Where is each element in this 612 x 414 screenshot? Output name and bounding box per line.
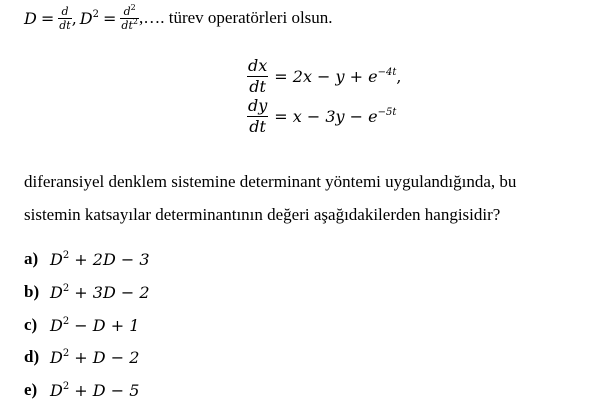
rhs-end: ,: [396, 66, 402, 86]
comma: ,: [71, 8, 77, 28]
fraction-denominator: dt: [249, 76, 266, 96]
option-expression: [50, 316, 139, 335]
expr-rest: − D + 1: [69, 315, 140, 335]
expr-base: D: [50, 249, 63, 269]
option-expression: [50, 250, 150, 269]
num-exponent: 2: [130, 2, 136, 12]
option-label: a): [24, 249, 39, 268]
den-base: dt: [121, 18, 133, 32]
fraction-numerator: dx: [248, 55, 268, 75]
num-base: d: [123, 4, 131, 18]
intro-tail-text: ,…. türev operatörleri olsun.: [138, 8, 333, 27]
option-expression: [50, 381, 139, 400]
d2-over-dt2-fraction: [120, 2, 139, 32]
d-over-dt-fraction: [58, 6, 71, 31]
question-line-1: diferansiyel denklem sistemine determinant yöntemi uygulandığında, bu: [24, 172, 517, 191]
expr-base: D: [50, 282, 63, 302]
d2-exponent: 2: [92, 8, 99, 20]
rhs-exponent: −5t: [377, 106, 397, 118]
expr-base: D: [50, 380, 63, 400]
fraction-numerator: d: [61, 4, 69, 18]
expr-exponent: 2: [62, 380, 70, 392]
equation-1: [247, 56, 401, 96]
option-expression: [50, 348, 139, 367]
option-c[interactable]: [24, 315, 139, 335]
den-exponent: 2: [132, 16, 138, 26]
expr-rest: + 2D − 3: [69, 249, 150, 269]
expr-rest: + D − 2: [69, 347, 140, 367]
fraction-denominator: dt: [59, 18, 71, 32]
dx-dt-fraction: [247, 55, 268, 96]
equals-sign: =: [40, 8, 55, 28]
expr-rest: + 3D − 2: [69, 282, 150, 302]
rhs-text: = 2x − y + e: [274, 66, 378, 86]
option-e[interactable]: [24, 380, 139, 400]
expr-exponent: 2: [62, 347, 70, 359]
d2-base: D: [79, 8, 93, 28]
rhs-exponent: −4t: [377, 66, 397, 78]
option-label: d): [24, 347, 40, 366]
rhs-text: = x − 3y − e: [274, 106, 378, 126]
operator-d-symbol: D: [24, 8, 37, 28]
option-expression: [50, 283, 150, 302]
fraction-numerator: dy: [248, 95, 268, 115]
expr-exponent: 2: [62, 282, 70, 294]
expr-rest: + D − 5: [69, 380, 140, 400]
equals-sign-2: =: [103, 8, 117, 28]
option-b[interactable]: [24, 282, 150, 302]
option-d[interactable]: [24, 347, 139, 367]
fraction-denominator: dt: [249, 116, 266, 136]
expr-base: D: [50, 315, 63, 335]
operator-d2-symbol: [80, 9, 99, 28]
option-label: e): [24, 380, 38, 399]
option-a[interactable]: [24, 249, 150, 269]
equation-2-rhs: [274, 107, 396, 126]
equation-1-rhs: [274, 67, 401, 86]
option-label: b): [24, 282, 40, 301]
expr-exponent: 2: [62, 249, 70, 261]
fraction-denominator: [120, 16, 139, 32]
option-label: c): [24, 315, 38, 334]
expr-base: D: [50, 347, 63, 367]
question-line-2: sistemin katsayılar determinantının değeri aşağıdakilerden hangisidir?: [24, 205, 501, 224]
differential-equation-system: [247, 56, 401, 136]
dy-dt-fraction: [247, 95, 268, 136]
operator-definition-line: [24, 0, 604, 36]
expr-exponent: 2: [62, 315, 70, 327]
equation-2: [247, 96, 401, 136]
